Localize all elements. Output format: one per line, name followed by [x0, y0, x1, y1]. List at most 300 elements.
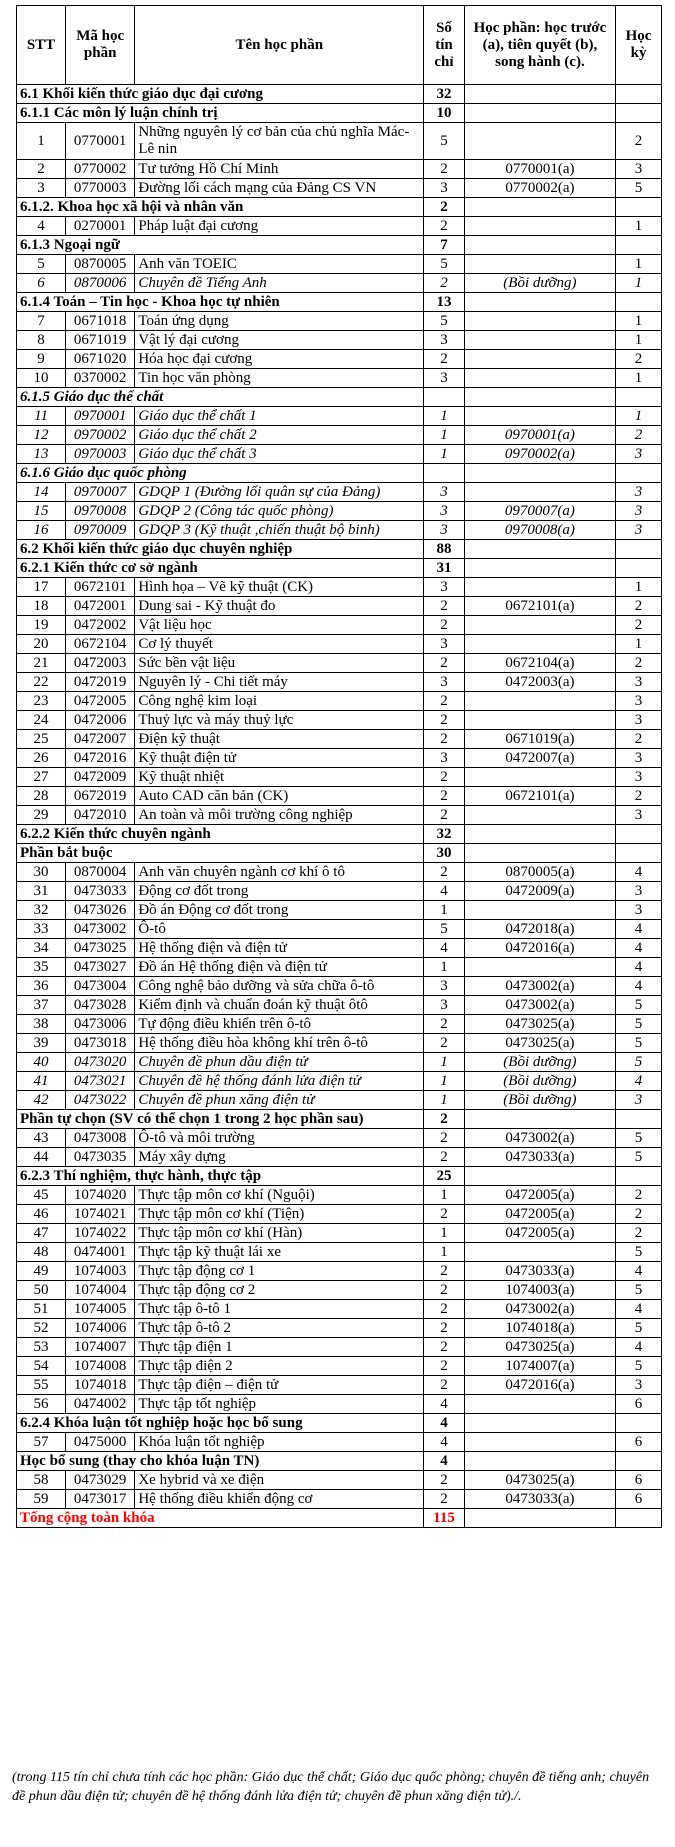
section-row	[17, 1452, 662, 1471]
row-stt: 10	[17, 369, 66, 388]
row-stt: 35	[17, 958, 66, 977]
total-credits: 115	[424, 1509, 465, 1528]
section-row	[17, 1110, 662, 1129]
row-credits: 3	[424, 369, 465, 388]
section-semester-empty	[616, 1167, 662, 1186]
row-stt: 4	[17, 217, 66, 236]
row-course-name: Khóa luận tốt nghiệp	[135, 1433, 424, 1452]
section-row	[17, 1414, 662, 1433]
table-row	[17, 445, 662, 464]
row-credits: 4	[424, 939, 465, 958]
section-semester-empty	[616, 1509, 662, 1528]
total-label: Tổng cộng toàn khóa	[17, 1509, 424, 1528]
table-row	[17, 749, 662, 768]
row-prerequisite	[464, 217, 615, 236]
row-semester: 2	[616, 616, 662, 635]
row-prerequisite: 0472005(a)	[464, 1186, 615, 1205]
row-course-name: Pháp luật đại cương	[135, 217, 424, 236]
row-course-name: Thực tập điện 2	[135, 1357, 424, 1376]
row-prerequisite	[464, 806, 615, 825]
row-semester: 5	[616, 1148, 662, 1167]
row-credits: 2	[424, 597, 465, 616]
row-semester: 3	[616, 692, 662, 711]
row-semester: 3	[616, 711, 662, 730]
row-course-name: Tin học văn phòng	[135, 369, 424, 388]
row-course-name: GDQP 1 (Đường lối quân sự của Đảng)	[135, 483, 424, 502]
row-stt: 36	[17, 977, 66, 996]
row-prerequisite: 0770002(a)	[464, 179, 615, 198]
row-stt: 26	[17, 749, 66, 768]
row-credits: 2	[424, 1300, 465, 1319]
row-stt: 47	[17, 1224, 66, 1243]
row-credits: 2	[424, 863, 465, 882]
table-row	[17, 1053, 662, 1072]
row-course-code: 1074007	[66, 1338, 135, 1357]
section-label: 6.1.6 Giáo dục quốc phòng	[17, 464, 424, 483]
row-stt: 2	[17, 160, 66, 179]
row-stt: 18	[17, 597, 66, 616]
row-course-name: Chuyên đề phun dầu điện tử	[135, 1053, 424, 1072]
row-course-name: Thực tập môn cơ khí (Hàn)	[135, 1224, 424, 1243]
row-semester: 2	[616, 1205, 662, 1224]
row-semester: 4	[616, 920, 662, 939]
row-prerequisite	[464, 616, 615, 635]
row-course-code: 1074008	[66, 1357, 135, 1376]
table-row	[17, 1262, 662, 1281]
table-row	[17, 179, 662, 198]
row-credits: 3	[424, 749, 465, 768]
table-row	[17, 863, 662, 882]
section-row	[17, 825, 662, 844]
table-row	[17, 996, 662, 1015]
row-stt: 21	[17, 654, 66, 673]
row-credits: 1	[424, 445, 465, 464]
table-row	[17, 920, 662, 939]
row-course-code: 0671018	[66, 312, 135, 331]
section-credits: 32	[424, 825, 465, 844]
section-row	[17, 236, 662, 255]
row-course-code: 0473002	[66, 920, 135, 939]
row-course-name: Hệ thống điều hòa không khí trên ô-tô	[135, 1034, 424, 1053]
row-stt: 58	[17, 1471, 66, 1490]
row-credits: 2	[424, 1205, 465, 1224]
row-course-name: Sức bền vật liệu	[135, 654, 424, 673]
row-prerequisite: 0473033(a)	[464, 1490, 615, 1509]
row-course-name: Cơ lý thuyết	[135, 635, 424, 654]
section-semester-empty	[616, 1452, 662, 1471]
table-row	[17, 597, 662, 616]
row-prerequisite: 0472016(a)	[464, 1376, 615, 1395]
row-course-name: Thực tập điện 1	[135, 1338, 424, 1357]
row-course-name: Đồ án Hệ thống điện và điện tử	[135, 958, 424, 977]
row-course-code: 0672104	[66, 635, 135, 654]
row-credits: 2	[424, 1129, 465, 1148]
section-credits: 4	[424, 1414, 465, 1433]
row-stt: 43	[17, 1129, 66, 1148]
row-prerequisite	[464, 123, 615, 160]
row-stt: 29	[17, 806, 66, 825]
section-semester-empty	[616, 85, 662, 104]
row-stt: 17	[17, 578, 66, 597]
row-course-code: 0473027	[66, 958, 135, 977]
row-course-code: 0472019	[66, 673, 135, 692]
row-credits: 2	[424, 160, 465, 179]
section-prerequisite-empty	[464, 104, 615, 123]
row-credits: 3	[424, 502, 465, 521]
row-course-code: 1074022	[66, 1224, 135, 1243]
section-row	[17, 844, 662, 863]
row-prerequisite: 0472009(a)	[464, 882, 615, 901]
row-credits: 2	[424, 1034, 465, 1053]
row-prerequisite: 0970008(a)	[464, 521, 615, 540]
section-row	[17, 388, 662, 407]
row-credits: 2	[424, 350, 465, 369]
row-semester: 4	[616, 1262, 662, 1281]
row-stt: 56	[17, 1395, 66, 1414]
row-prerequisite	[464, 692, 615, 711]
row-prerequisite: 0473033(a)	[464, 1148, 615, 1167]
row-course-name: Thuỷ lực và máy thuỷ lực	[135, 711, 424, 730]
row-course-name: Auto CAD căn bản (CK)	[135, 787, 424, 806]
row-course-code: 0672019	[66, 787, 135, 806]
table-row	[17, 123, 662, 160]
row-course-code: 0473004	[66, 977, 135, 996]
table-row	[17, 1300, 662, 1319]
row-credits: 2	[424, 730, 465, 749]
row-semester: 1	[616, 369, 662, 388]
table-row	[17, 692, 662, 711]
row-stt: 45	[17, 1186, 66, 1205]
row-course-code: 0473008	[66, 1129, 135, 1148]
row-course-code: 0472006	[66, 711, 135, 730]
row-semester: 1	[616, 635, 662, 654]
section-semester-empty	[616, 198, 662, 217]
row-course-code: 0770002	[66, 160, 135, 179]
row-credits: 2	[424, 1281, 465, 1300]
row-credits: 3	[424, 521, 465, 540]
row-semester: 1	[616, 331, 662, 350]
section-prerequisite-empty	[464, 236, 615, 255]
row-course-code: 0870006	[66, 274, 135, 293]
row-stt: 39	[17, 1034, 66, 1053]
row-stt: 54	[17, 1357, 66, 1376]
row-course-name: Thực tập kỹ thuật lái xe	[135, 1243, 424, 1262]
row-prerequisite: (Bồi dưỡng)	[464, 1053, 615, 1072]
row-course-name: Tự động điều khiển trên ô-tô	[135, 1015, 424, 1034]
row-course-code: 0473033	[66, 882, 135, 901]
section-prerequisite-empty	[464, 293, 615, 312]
row-course-code: 0671020	[66, 350, 135, 369]
header-prerequisites: Học phần: học trước (a), tiên quyết (b), song hành (c).	[464, 6, 615, 85]
row-course-name: Thực tập động cơ 1	[135, 1262, 424, 1281]
row-course-code: 0473035	[66, 1148, 135, 1167]
row-semester: 3	[616, 521, 662, 540]
row-course-name: Điện kỹ thuật	[135, 730, 424, 749]
row-credits: 3	[424, 635, 465, 654]
row-course-name: Nguyên lý - Chi tiết máy	[135, 673, 424, 692]
row-credits: 2	[424, 654, 465, 673]
section-label: 6.1 Khối kiến thức giáo dục đại cương	[17, 85, 424, 104]
row-semester: 3	[616, 749, 662, 768]
section-credits: 32	[424, 85, 465, 104]
row-credits: 3	[424, 483, 465, 502]
row-semester: 5	[616, 179, 662, 198]
row-semester: 5	[616, 1015, 662, 1034]
row-course-name: Dung sai - Kỹ thuật đo	[135, 597, 424, 616]
table-row	[17, 274, 662, 293]
header-stt: STT	[17, 6, 66, 85]
table-row	[17, 1319, 662, 1338]
row-prerequisite: 1074007(a)	[464, 1357, 615, 1376]
row-prerequisite: 0672104(a)	[464, 654, 615, 673]
row-credits: 3	[424, 331, 465, 350]
row-course-code: 0970003	[66, 445, 135, 464]
row-credits: 1	[424, 901, 465, 920]
row-course-code: 0473022	[66, 1091, 135, 1110]
row-semester: 3	[616, 673, 662, 692]
row-course-name: Công nghệ bảo dưỡng và sửa chữa ô-tô	[135, 977, 424, 996]
row-credits: 2	[424, 1262, 465, 1281]
row-credits: 2	[424, 768, 465, 787]
section-label: Học bổ sung (thay cho khóa luận TN)	[17, 1452, 424, 1471]
row-course-name: Máy xây dựng	[135, 1148, 424, 1167]
row-stt: 8	[17, 331, 66, 350]
section-semester-empty	[616, 825, 662, 844]
row-course-name: Công nghệ kim loại	[135, 692, 424, 711]
section-semester-empty	[616, 540, 662, 559]
row-course-code: 0473028	[66, 996, 135, 1015]
section-prerequisite-empty	[464, 540, 615, 559]
row-stt: 12	[17, 426, 66, 445]
row-stt: 52	[17, 1319, 66, 1338]
section-label: 6.2.4 Khóa luận tốt nghiệp hoặc học bổ sung	[17, 1414, 424, 1433]
section-prerequisite-empty	[464, 844, 615, 863]
table-row	[17, 1034, 662, 1053]
row-course-code: 1074018	[66, 1376, 135, 1395]
row-prerequisite	[464, 768, 615, 787]
table-row	[17, 654, 662, 673]
row-course-code: 0472001	[66, 597, 135, 616]
table-row	[17, 1490, 662, 1509]
row-prerequisite: 0473002(a)	[464, 1300, 615, 1319]
row-course-name: Chuyên đề phun xăng điện tử	[135, 1091, 424, 1110]
row-course-code: 0672101	[66, 578, 135, 597]
row-stt: 42	[17, 1091, 66, 1110]
table-row	[17, 1395, 662, 1414]
section-semester-empty	[616, 1110, 662, 1129]
row-course-name: Vật liệu học	[135, 616, 424, 635]
row-course-code: 0472003	[66, 654, 135, 673]
row-course-code: 0370002	[66, 369, 135, 388]
row-semester: 5	[616, 1357, 662, 1376]
table-row	[17, 1205, 662, 1224]
row-course-name: An toàn và môi trường công nghiệp	[135, 806, 424, 825]
row-semester: 3	[616, 768, 662, 787]
row-course-code: 0475000	[66, 1433, 135, 1452]
row-stt: 24	[17, 711, 66, 730]
section-row	[17, 1167, 662, 1186]
section-credits: 10	[424, 104, 465, 123]
row-course-name: Thực tập ô-tô 2	[135, 1319, 424, 1338]
row-semester: 4	[616, 863, 662, 882]
row-prerequisite	[464, 331, 615, 350]
row-stt: 3	[17, 179, 66, 198]
row-course-code: 0473017	[66, 1490, 135, 1509]
table-row	[17, 901, 662, 920]
section-prerequisite-empty	[464, 1509, 615, 1528]
table-row	[17, 806, 662, 825]
row-prerequisite: 0472003(a)	[464, 673, 615, 692]
row-course-name: Anh văn TOEIC	[135, 255, 424, 274]
row-semester: 3	[616, 882, 662, 901]
row-course-name: Giáo dục thể chất 1	[135, 407, 424, 426]
row-stt: 57	[17, 1433, 66, 1452]
row-stt: 48	[17, 1243, 66, 1262]
row-stt: 13	[17, 445, 66, 464]
row-course-code: 1074003	[66, 1262, 135, 1281]
section-prerequisite-empty	[464, 85, 615, 104]
row-course-name: Hóa học đại cương	[135, 350, 424, 369]
row-prerequisite: 0472007(a)	[464, 749, 615, 768]
row-course-code: 0472007	[66, 730, 135, 749]
row-course-name: Giáo dục thể chất 3	[135, 445, 424, 464]
row-credits: 3	[424, 977, 465, 996]
table-row	[17, 1281, 662, 1300]
row-course-name: Hệ thống điện và điện tử	[135, 939, 424, 958]
table-row	[17, 882, 662, 901]
row-course-name: Hệ thống điều khiển động cơ	[135, 1490, 424, 1509]
row-stt: 55	[17, 1376, 66, 1395]
section-semester-empty	[616, 293, 662, 312]
row-prerequisite: 0473002(a)	[464, 1129, 615, 1148]
row-stt: 7	[17, 312, 66, 331]
row-semester: 2	[616, 1224, 662, 1243]
row-prerequisite	[464, 578, 615, 597]
section-label: 6.1.4 Toán – Tin học - Khoa học tự nhiên	[17, 293, 424, 312]
row-credits: 5	[424, 255, 465, 274]
row-course-name: Thực tập môn cơ khí (Nguội)	[135, 1186, 424, 1205]
section-semester-empty	[616, 388, 662, 407]
row-course-code: 0472002	[66, 616, 135, 635]
section-label: 6.2.2 Kiến thức chuyên ngành	[17, 825, 424, 844]
section-credits: 7	[424, 236, 465, 255]
table-row	[17, 768, 662, 787]
row-semester: 1	[616, 217, 662, 236]
table-row	[17, 958, 662, 977]
row-course-code: 0473029	[66, 1471, 135, 1490]
section-credits: 88	[424, 540, 465, 559]
row-prerequisite: 0970002(a)	[464, 445, 615, 464]
row-course-name: Kiểm định và chuẩn đoán kỹ thuật ôtô	[135, 996, 424, 1015]
table-row	[17, 1015, 662, 1034]
row-stt: 38	[17, 1015, 66, 1034]
row-credits: 2	[424, 616, 465, 635]
row-credits: 1	[424, 1186, 465, 1205]
table-row	[17, 369, 662, 388]
row-prerequisite	[464, 711, 615, 730]
table-row	[17, 635, 662, 654]
row-stt: 19	[17, 616, 66, 635]
row-semester: 1	[616, 407, 662, 426]
section-credits	[424, 388, 465, 407]
section-credits: 30	[424, 844, 465, 863]
row-stt: 6	[17, 274, 66, 293]
row-course-code: 0474002	[66, 1395, 135, 1414]
row-credits: 5	[424, 123, 465, 160]
table-row	[17, 1243, 662, 1262]
header-semester: Học kỳ	[616, 6, 662, 85]
table-row	[17, 616, 662, 635]
table-row	[17, 521, 662, 540]
row-credits: 2	[424, 1319, 465, 1338]
row-stt: 50	[17, 1281, 66, 1300]
row-prerequisite: (Bồi dưỡng)	[464, 1091, 615, 1110]
row-credits: 2	[424, 1015, 465, 1034]
table-row	[17, 312, 662, 331]
row-credits: 4	[424, 1395, 465, 1414]
section-label: 6.2.1 Kiến thức cơ sở ngành	[17, 559, 424, 578]
row-course-code: 0970001	[66, 407, 135, 426]
row-prerequisite: 0473025(a)	[464, 1338, 615, 1357]
row-semester: 4	[616, 958, 662, 977]
section-prerequisite-empty	[464, 1167, 615, 1186]
total-row	[17, 1509, 662, 1528]
row-credits: 3	[424, 996, 465, 1015]
row-course-code: 1074004	[66, 1281, 135, 1300]
row-course-code: 0970009	[66, 521, 135, 540]
row-semester: 3	[616, 806, 662, 825]
row-credits: 3	[424, 673, 465, 692]
section-semester-empty	[616, 844, 662, 863]
row-stt: 53	[17, 1338, 66, 1357]
row-prerequisite	[464, 635, 615, 654]
table-row	[17, 977, 662, 996]
row-semester: 5	[616, 1129, 662, 1148]
table-row	[17, 939, 662, 958]
row-credits: 1	[424, 1224, 465, 1243]
section-label: Phần tự chọn (SV có thể chọn 1 trong 2 học phần sau)	[17, 1110, 424, 1129]
table-row	[17, 1072, 662, 1091]
section-credits: 2	[424, 1110, 465, 1129]
row-course-name: Vật lý đại cương	[135, 331, 424, 350]
row-prerequisite: 0472005(a)	[464, 1224, 615, 1243]
table-row	[17, 1224, 662, 1243]
row-semester: 1	[616, 255, 662, 274]
table-row	[17, 730, 662, 749]
row-stt: 34	[17, 939, 66, 958]
table-row	[17, 673, 662, 692]
row-course-name: Chuyên đề hệ thống đánh lửa điện tử	[135, 1072, 424, 1091]
row-credits: 1	[424, 1072, 465, 1091]
table-row	[17, 1376, 662, 1395]
section-credits: 13	[424, 293, 465, 312]
table-row	[17, 787, 662, 806]
row-course-code: 0473020	[66, 1053, 135, 1072]
row-stt: 27	[17, 768, 66, 787]
header-credits: Số tín chỉ	[424, 6, 465, 85]
row-stt: 31	[17, 882, 66, 901]
row-semester: 2	[616, 350, 662, 369]
row-stt: 46	[17, 1205, 66, 1224]
row-stt: 11	[17, 407, 66, 426]
row-course-name: GDQP 2 (Công tác quốc phòng)	[135, 502, 424, 521]
header-course-code: Mã học phần	[66, 6, 135, 85]
row-course-code: 0472005	[66, 692, 135, 711]
row-credits: 3	[424, 179, 465, 198]
table-row	[17, 1129, 662, 1148]
table-row	[17, 1148, 662, 1167]
row-course-name: Thực tập ô-tô 1	[135, 1300, 424, 1319]
